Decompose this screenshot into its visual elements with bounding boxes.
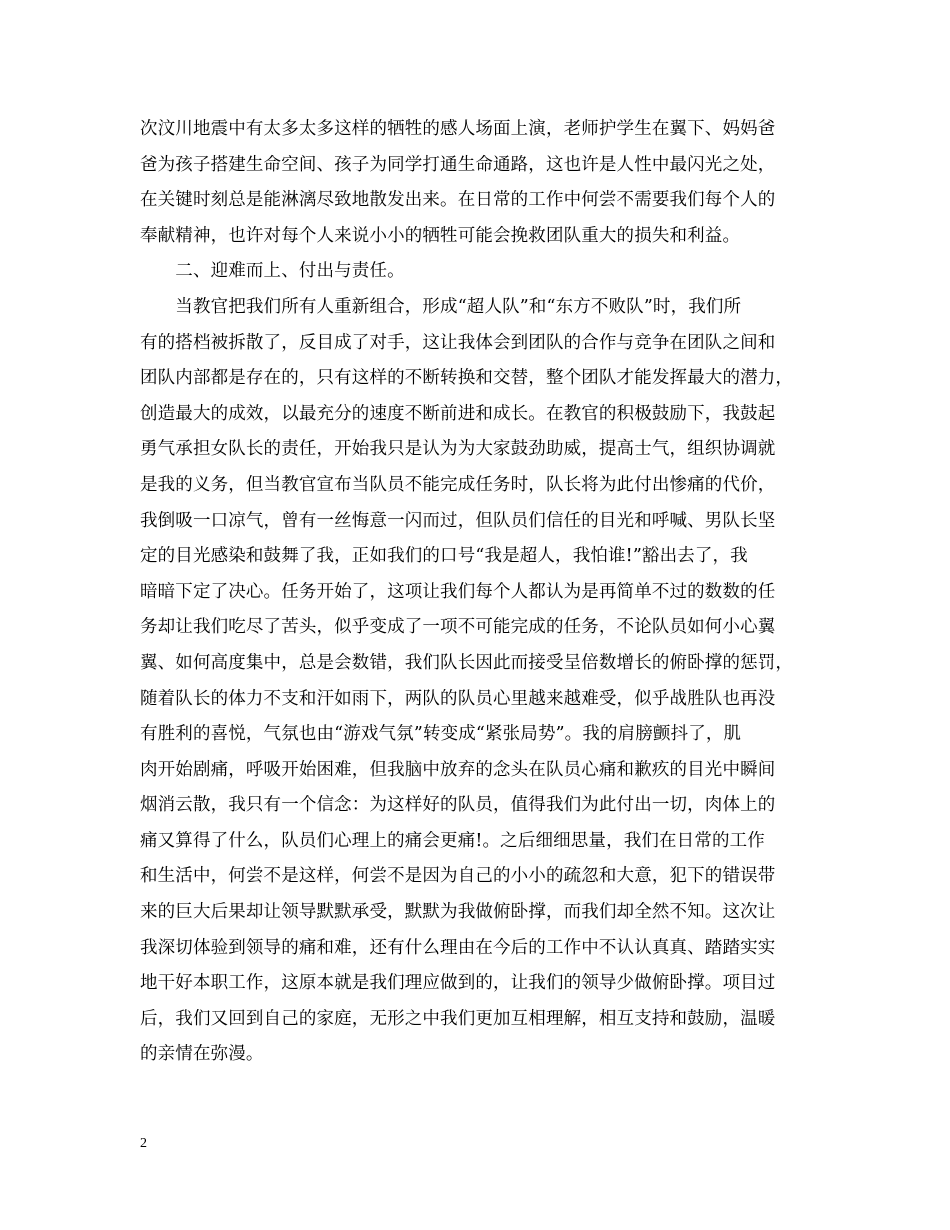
text-line: 我深切体验到领导的痛和难，还有什么理由在今后的工作中不认认真真、踏踏实实 bbox=[140, 937, 776, 958]
text-line: 肉开始剧痛，呼吸开始困难，但我脑中放弃的念头在队员心痛和歉疚的目光中瞬间 bbox=[140, 759, 776, 780]
text-line: 勇气承担女队长的责任，开始我只是认为为大家鼓劲助威，提高士气，组织协调就 bbox=[140, 439, 776, 460]
text-line: 暗暗下定了决心。任务开始了，这项让我们每个人都认为是再简单不过的数数的任 bbox=[140, 581, 776, 602]
text-line: 的亲情在弥漫。 bbox=[140, 1044, 264, 1065]
text-line: 随着队长的体力不支和汗如雨下，两队的队员心里越来越难受，似乎战胜队也再没 bbox=[140, 688, 776, 709]
text-line: 奉献精神，也许对每个人来说小小的牺牲可能会挽救团队重大的损失和利益。 bbox=[140, 225, 741, 246]
text-line: 烟消云散，我只有一个信念：为这样好的队员，值得我们为此付出一切，肉体上的 bbox=[140, 795, 776, 816]
text-line: 在关键时刻总是能淋漓尽致地散发出来。在日常的工作中何尝不需要我们每个人的 bbox=[140, 190, 776, 211]
text-line: 有的搭档被拆散了，反目成了对手，这让我体会到团队的合作与竞争在团队之间和 bbox=[140, 332, 776, 353]
text-line: 地干好本职工作，这原本就是我们理应做到的，让我们的领导少做俯卧撑。项目过 bbox=[140, 973, 776, 994]
text-line: 务却让我们吃尽了苦头，似乎变成了一项不可能完成的任务，不论队员如何小心翼 bbox=[140, 617, 776, 638]
text-line: 来的巨大后果却让领导默默承受，默默为我做俯卧撑，而我们却全然不知。这次让 bbox=[140, 902, 776, 923]
section-heading: 二、迎难而上、付出与责任。 bbox=[140, 261, 405, 282]
text-line: 定的目光感染和鼓舞了我，正如我们的口号“我是超人，我怕谁!”豁出去了，我 bbox=[140, 546, 748, 567]
text-line: 当教官把我们所有人重新组合，形成“超人队”和“东方不败队”时，我们所 bbox=[140, 296, 742, 317]
text-line: 创造最大的成效，以最充分的速度不断前进和成长。在教官的积极鼓励下，我鼓起 bbox=[140, 403, 776, 424]
text-line: 翼、如何高度集中，总是会数错，我们队长因此而接受呈倍数增长的俯卧撑的惩罚， bbox=[140, 652, 794, 673]
text-line: 爸为孩子搭建生命空间、孩子为同学打通生命通路，这也许是人性中最闪光之处， bbox=[140, 154, 776, 175]
text-line: 后，我们又回到自己的家庭，无形之中我们更加互相理解，相互支持和鼓励，温暖 bbox=[140, 1008, 776, 1029]
text-line: 团队内部都是存在的，只有这样的不断转换和交替，整个团队才能发挥最大的潜力， bbox=[140, 368, 794, 389]
text-line: 是我的义务，但当教官宣布当队员不能完成任务时，队长将为此付出惨痛的代价， bbox=[140, 474, 776, 495]
text-line: 痛又算得了什么，队员们心理上的痛会更痛!。之后细细思量，我们在日常的工作 bbox=[140, 830, 765, 851]
text-line: 和生活中，何尝不是这样，何尝不是因为自己的小小的疏忽和大意，犯下的错误带 bbox=[140, 866, 776, 887]
body-text bbox=[140, 112, 820, 1073]
text-line: 我倒吸一口凉气，曾有一丝悔意一闪而过，但队员们信任的目光和呼喊、男队长坚 bbox=[140, 510, 776, 531]
text-line: 有胜利的喜悦，气氛也由“游戏气氛”转变成“紧张局势”。我的肩膀颤抖了，肌 bbox=[140, 724, 742, 745]
text-line: 次汶川地震中有太多太多这样的牺牲的感人场面上演，老师护学生在翼下、妈妈爸 bbox=[140, 119, 776, 139]
page-number: 2 bbox=[140, 1136, 147, 1151]
